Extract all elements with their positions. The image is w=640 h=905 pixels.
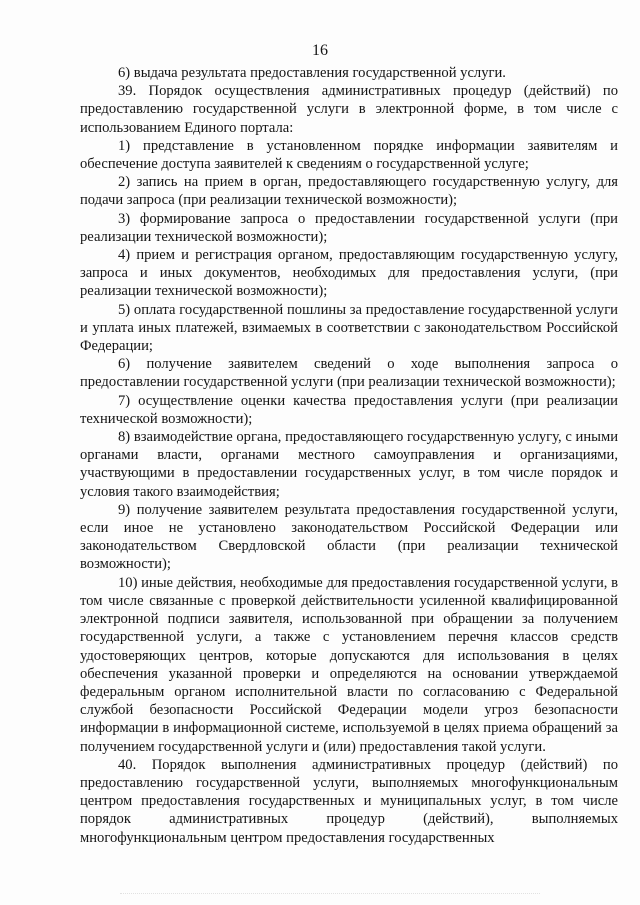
document-body [80,64,618,847]
paragraph-item-9: 9) получение заявителем результата предоставления государственной услуги, если иное не установлено законодательством Российской Федерации или законодательством Свердловской области (при реализации технической возможности); [80,501,618,573]
paragraph-item-2: 2) запись на прием в орган, предоставляющего государственную услугу, для подачи запроса (при реализации технической возможности); [80,174,618,209]
paragraph-item-10: 10) иные действия, необходимые для предоставления государственной услуги, в том числе связанные с проверкой действительности усиленной квалифицированной электронной подписи заявителя, использованной при обращении за получением государственной услуги, а также с установлением перечня классов средств удостоверяющих центров, которые допускаются для использования в целях обеспечения указанной проверки и определяются на основании утверждаемой федеральным органом исполнительной власти по согласованию с Федеральной службой безопасности Российской Федерации модели угроз безопасности информации в информационной системе, используемой в целях приема обращений за получением государственной услуги и (или) предоставления такой услуги. [80,574,618,755]
page-number: 16 [312,42,328,59]
scan-artifact-line [120,893,540,896]
paragraph-item-4: 4) прием и регистрация органом, предоставляющим государственную услугу, запроса и иных документов, необходимых для предоставления услуги, (при реализации технической возможности); [80,247,618,300]
paragraph-item-8: 8) взаимодействие органа, предоставляющего государственную услугу, с иными органами власти, органами местного самоуправления и организациями, участвующими в предоставлении государственных услуг, в том числе порядок и условия такого взаимодействия; [80,429,618,500]
paragraph-item-7: 7) осуществление оценки качества предоставления услуги (при реализации технической возможности); [80,392,618,427]
paragraph-item-5: 5) оплата государственной пошлины за предоставление государственной услуги и уплата иных платежей, взимаемых в соответствии с законодательством Российской Федерации; [80,301,618,355]
paragraph-item-1: 1) представление в установленном порядке информации заявителям и обеспечение доступа заявителей к сведениям о государственной услуге; [80,137,618,173]
paragraph-section-39: 39. Порядок осуществления административных процедур (действий) по предоставлению государственной услуги в электронной форме, в том числе с использованием Единого портала: [80,83,618,136]
paragraph-item-6b: 6) получение заявителем сведений о ходе выполнения запроса о предоставлении государственной услуги (при реализации технической возможности); [80,356,618,391]
paragraph-section-40: 40. Порядок выполнения административных процедур (действий) по предоставлению государственной услуги, выполняемых многофункциональным центром предоставления государственных и муниципальных услуг, в том числе порядок административных процедур (действий), выполняемых многофункциональным центром предоставления государственных [80,756,618,846]
paragraph-item-6: 6) выдача результата предоставления государственной услуги. [118,65,506,81]
paragraph-item-3: 3) формирование запроса о предоставлении государственной услуги (при реализации технической возможности); [80,210,618,245]
